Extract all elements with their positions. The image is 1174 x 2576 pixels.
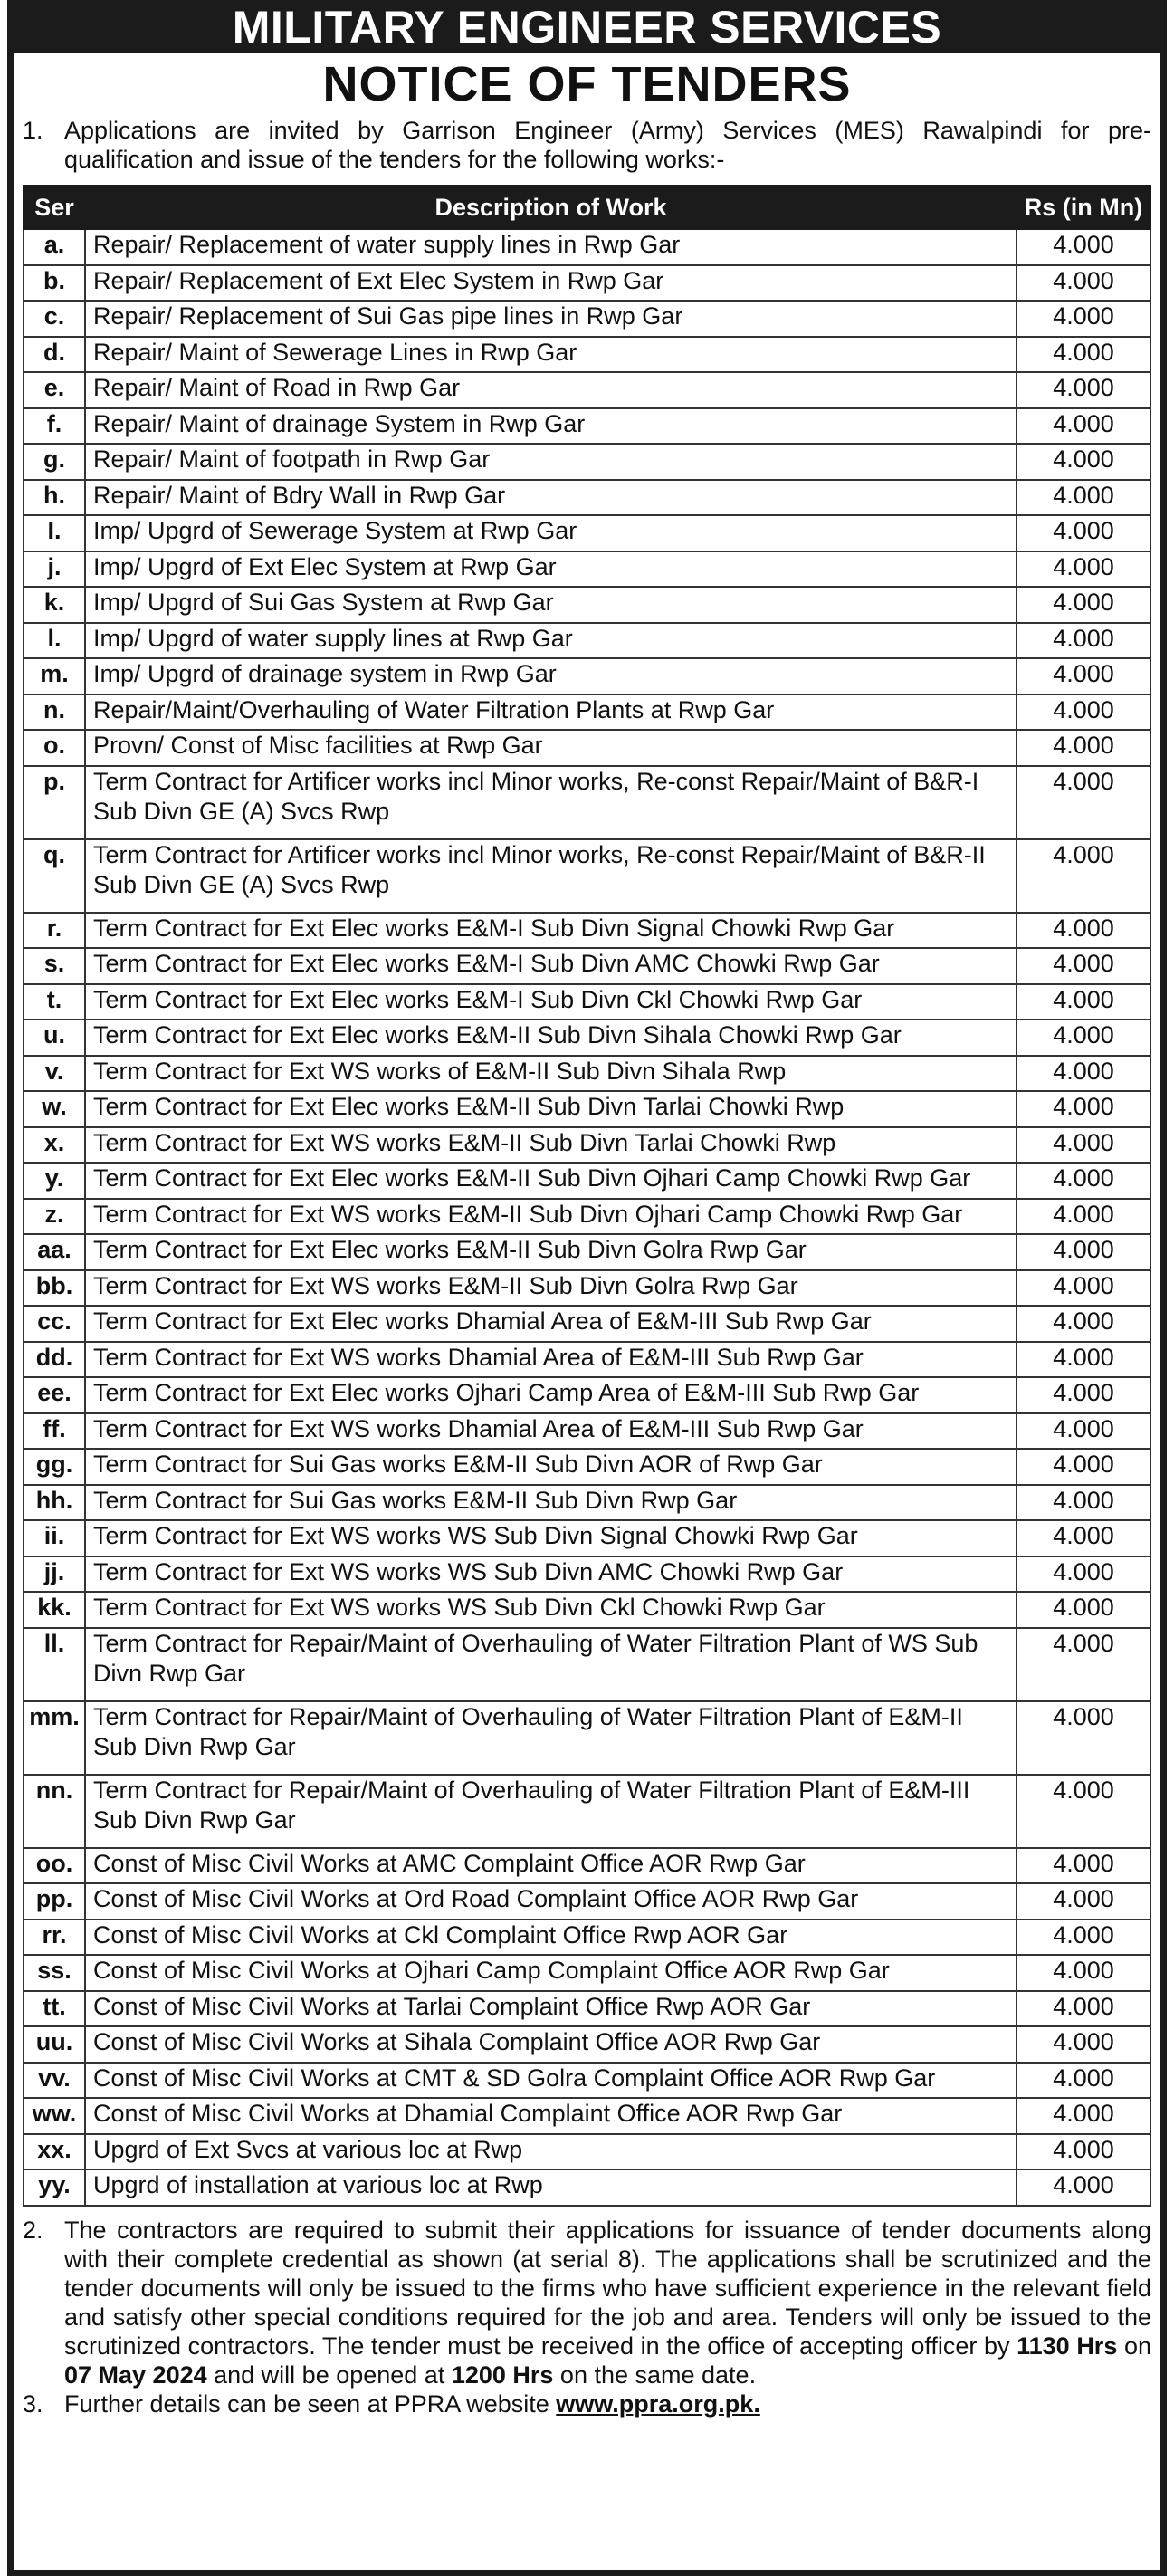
ser-cell: j.: [24, 551, 85, 588]
amount-cell: 4.000: [1017, 1775, 1150, 1848]
ser-cell: a.: [24, 229, 85, 265]
paragraph-number: 2.: [23, 2216, 43, 2244]
description-cell: Repair/ Maint of Sewerage Lines in Rwp Gar: [85, 337, 1017, 373]
description-cell: Term Contract for Repair/Maint of Overhauling of Water Filtration Plant of WS Sub Divn Rwp Gar: [85, 1628, 1017, 1701]
description-cell: Repair/ Replacement of Sui Gas pipe lines in Rwp Gar: [85, 301, 1017, 337]
amount-cell: 4.000: [1017, 1199, 1150, 1235]
amount-cell: 4.000: [1017, 551, 1150, 588]
ser-cell: yy.: [24, 2169, 85, 2206]
amount-cell: 4.000: [1017, 766, 1150, 839]
ser-cell: ww.: [24, 2098, 85, 2134]
amount-cell: 4.000: [1017, 1701, 1150, 1775]
description-cell: Term Contract for Repair/Maint of Overhauling of Water Filtration Plant of E&M-III Sub Divn Rwp Gar: [85, 1775, 1017, 1848]
table-row: [24, 1413, 1150, 1450]
table-row: [24, 1920, 1150, 1956]
description-cell: Const of Misc Civil Works at Dhamial Complaint Office AOR Rwp Gar: [85, 2098, 1017, 2134]
description-cell: Upgrd of installation at various loc at Rwp: [85, 2169, 1017, 2206]
paragraph-text: [64, 2216, 1151, 2389]
table-row: [24, 948, 1150, 984]
ser-cell: ff.: [24, 1413, 85, 1450]
table-row: [24, 1449, 1150, 1485]
table-row: [24, 301, 1150, 337]
ser-cell: p.: [24, 766, 85, 839]
table-row: [24, 1883, 1150, 1920]
ser-cell: rr.: [24, 1920, 85, 1956]
ser-cell: aa.: [24, 1234, 85, 1270]
description-cell: Repair/ Maint of footpath in Rwp Gar: [85, 444, 1017, 480]
ser-cell: y.: [24, 1163, 85, 1199]
ser-cell: ee.: [24, 1377, 85, 1413]
paragraph-text: Applications are invited by Garrison Engineer (Army) Services (MES) Rawalpindi for pre- qualification and issue of the tenders for the following works:-: [64, 117, 1151, 173]
deadline-time: 1130 Hrs: [1017, 2332, 1118, 2360]
table-row: [24, 913, 1150, 949]
ser-cell: d.: [24, 337, 85, 373]
ser-cell: kk.: [24, 1592, 85, 1628]
description-cell: Term Contract for Ext Elec works E&M-II Sub Divn Ojhari Camp Chowki Rwp Gar: [85, 1163, 1017, 1199]
ser-cell: h.: [24, 480, 85, 516]
description-cell: Term Contract for Ext WS works WS Sub Divn AMC Chowki Rwp Gar: [85, 1556, 1017, 1593]
ser-cell: n.: [24, 694, 85, 731]
table-row: [24, 444, 1150, 480]
description-cell: Term Contract for Ext Elec works E&M-I Sub Divn Ckl Chowki Rwp Gar: [85, 984, 1017, 1020]
table-row: [24, 1234, 1150, 1270]
table-row: [24, 730, 1150, 766]
ser-cell: f.: [24, 408, 85, 445]
description-cell: Repair/ Replacement of water supply lines in Rwp Gar: [85, 229, 1017, 265]
description-cell: Term Contract for Ext Elec works Ojhari Camp Area of E&M-III Sub Rwp Gar: [85, 1377, 1017, 1413]
col-header-description: Description of Work: [85, 186, 1017, 229]
ser-cell: pp.: [24, 1883, 85, 1920]
paragraph-3: [23, 2389, 1151, 2418]
description-cell: Term Contract for Ext Elec works E&M-II Sub Divn Sihala Chowki Rwp Gar: [85, 1020, 1017, 1056]
works-table-body: [24, 229, 1150, 2206]
table-row: [24, 229, 1150, 265]
table-row: [24, 1199, 1150, 1235]
amount-cell: 4.000: [1017, 1955, 1150, 1991]
ser-cell: s.: [24, 948, 85, 984]
table-row: [24, 1020, 1150, 1056]
opening-time: 1200 Hrs: [451, 2361, 554, 2389]
amount-cell: 4.000: [1017, 515, 1150, 551]
description-cell: Term Contract for Ext WS works of E&M-II Sub Divn Sihala Rwp: [85, 1056, 1017, 1092]
amount-cell: 4.000: [1017, 2026, 1150, 2063]
ser-cell: k.: [24, 587, 85, 623]
ser-cell: q.: [24, 839, 85, 913]
description-cell: Term Contract for Sui Gas works E&M-II Sub Divn Rwp Gar: [85, 1485, 1017, 1521]
ser-cell: x.: [24, 1127, 85, 1164]
amount-cell: 4.000: [1017, 1413, 1150, 1450]
amount-cell: 4.000: [1017, 301, 1150, 337]
amount-cell: 4.000: [1017, 1377, 1150, 1413]
table-row: [24, 372, 1150, 408]
ser-cell: ii.: [24, 1520, 85, 1556]
amount-cell: 4.000: [1017, 2169, 1150, 2206]
amount-cell: 4.000: [1017, 444, 1150, 480]
col-header-ser: Ser: [24, 186, 85, 229]
amount-cell: 4.000: [1017, 1020, 1150, 1056]
paragraph-number: 3.: [23, 2389, 43, 2418]
amount-cell: 4.000: [1017, 658, 1150, 694]
ser-cell: g.: [24, 444, 85, 480]
description-cell: Term Contract for Ext Elec works Dhamial Area of E&M-III Sub Rwp Gar: [85, 1306, 1017, 1342]
amount-cell: 4.000: [1017, 265, 1150, 302]
ser-cell: uu.: [24, 2026, 85, 2063]
amount-cell: 4.000: [1017, 1234, 1150, 1270]
ser-cell: v.: [24, 1056, 85, 1092]
deadline-date: 07 May 2024: [64, 2361, 207, 2389]
description-cell: Term Contract for Artificer works incl Minor works, Re-const Repair/Maint of B&R-I Sub Divn GE (A) Svcs Rwp: [85, 766, 1017, 839]
ser-cell: hh.: [24, 1485, 85, 1521]
amount-cell: 4.000: [1017, 623, 1150, 659]
amount-cell: 4.000: [1017, 1056, 1150, 1092]
ser-cell: vv.: [24, 2063, 85, 2099]
ser-cell: cc.: [24, 1306, 85, 1342]
table-row: [24, 337, 1150, 373]
description-cell: Imp/ Upgrd of drainage system in Rwp Gar: [85, 658, 1017, 694]
description-cell: Term Contract for Artificer works incl Minor works, Re-const Repair/Maint of B&R-II Sub Divn GE (A) Svcs Rwp: [85, 839, 1017, 913]
table-row: [24, 984, 1150, 1020]
description-cell: Repair/ Replacement of Ext Elec System in Rwp Gar: [85, 265, 1017, 302]
description-cell: Imp/ Upgrd of Sewerage System at Rwp Gar: [85, 515, 1017, 551]
para2-text-c: and will be opened at: [206, 2361, 452, 2389]
amount-cell: 4.000: [1017, 913, 1150, 949]
amount-cell: 4.000: [1017, 1306, 1150, 1342]
description-cell: Upgrd of Ext Svcs at various loc at Rwp: [85, 2134, 1017, 2170]
amount-cell: 4.000: [1017, 372, 1150, 408]
amount-cell: 4.000: [1017, 1556, 1150, 1593]
table-row: [24, 1377, 1150, 1413]
amount-cell: 4.000: [1017, 2098, 1150, 2134]
ser-cell: r.: [24, 913, 85, 949]
ser-cell: bb.: [24, 1270, 85, 1307]
amount-cell: 4.000: [1017, 1342, 1150, 1378]
amount-cell: 4.000: [1017, 1628, 1150, 1701]
description-cell: Repair/Maint/Overhauling of Water Filtration Plants at Rwp Gar: [85, 694, 1017, 731]
ser-cell: e.: [24, 372, 85, 408]
description-cell: Term Contract for Ext WS works E&M-II Sub Divn Ojhari Camp Chowki Rwp Gar: [85, 1199, 1017, 1235]
description-cell: Term Contract for Ext Elec works E&M-II Sub Divn Tarlai Chowki Rwp: [85, 1091, 1017, 1127]
description-cell: Const of Misc Civil Works at AMC Complaint Office AOR Rwp Gar: [85, 1848, 1017, 1884]
ser-cell: mm.: [24, 1701, 85, 1775]
amount-cell: 4.000: [1017, 1991, 1150, 2027]
ser-cell: ss.: [24, 1955, 85, 1991]
table-row: [24, 1955, 1150, 1991]
description-cell: Term Contract for Ext WS works Dhamial Area of E&M-III Sub Rwp Gar: [85, 1342, 1017, 1378]
table-row: [24, 766, 1150, 839]
description-cell: Term Contract for Ext WS works Dhamial Area of E&M-III Sub Rwp Gar: [85, 1413, 1017, 1450]
table-row: [24, 1556, 1150, 1593]
description-cell: Const of Misc Civil Works at Ckl Complaint Office Rwp AOR Gar: [85, 1920, 1017, 1956]
amount-cell: 4.000: [1017, 1449, 1150, 1485]
amount-cell: 4.000: [1017, 1270, 1150, 1307]
table-row: [24, 2026, 1150, 2063]
table-row: [24, 408, 1150, 445]
amount-cell: 4.000: [1017, 587, 1150, 623]
amount-cell: 4.000: [1017, 984, 1150, 1020]
amount-cell: 4.000: [1017, 839, 1150, 913]
description-cell: Const of Misc Civil Works at Ord Road Complaint Office AOR Rwp Gar: [85, 1883, 1017, 1920]
amount-cell: 4.000: [1017, 229, 1150, 265]
ppra-website-link[interactable]: www.ppra.org.pk.: [556, 2389, 760, 2418]
amount-cell: 4.000: [1017, 1848, 1150, 1884]
amount-cell: 4.000: [1017, 948, 1150, 984]
ser-cell: w.: [24, 1091, 85, 1127]
table-row: [24, 1127, 1150, 1164]
description-cell: Term Contract for Ext WS works WS Sub Divn Signal Chowki Rwp Gar: [85, 1520, 1017, 1556]
table-row: [24, 1775, 1150, 1848]
table-row: [24, 658, 1150, 694]
amount-cell: 4.000: [1017, 1883, 1150, 1920]
description-cell: Imp/ Upgrd of Ext Elec System at Rwp Gar: [85, 551, 1017, 588]
table-row: [24, 1163, 1150, 1199]
paragraph-text: [64, 2389, 1151, 2418]
description-cell: Imp/ Upgrd of water supply lines at Rwp Gar: [85, 623, 1017, 659]
table-row: [24, 694, 1150, 731]
table-row: [24, 2098, 1150, 2134]
description-cell: Term Contract for Ext Elec works E&M-I Sub Divn Signal Chowki Rwp Gar: [85, 913, 1017, 949]
amount-cell: 4.000: [1017, 480, 1150, 516]
para2-text-a: The contractors are required to submit their applications for issuance of tender documents along with their complete credential as shown (at serial 8). The applications shall be scrutinized and the tender documents will only be issued to the firms who have sufficient experience in the relevant field and satisfy other special conditions required for the job and area. Tenders will only be issued to the scrutinized contractors. The tender must be received in the office of accepting officer by: [64, 2216, 1151, 2360]
paragraph-1: [23, 116, 1151, 179]
col-header-amount: Rs (in Mn): [1017, 186, 1150, 229]
amount-cell: 4.000: [1017, 1127, 1150, 1164]
ser-cell: tt.: [24, 1991, 85, 2027]
ser-cell: b.: [24, 265, 85, 302]
ser-cell: t.: [24, 984, 85, 1020]
table-row: [24, 1056, 1150, 1092]
ser-cell: gg.: [24, 1449, 85, 1485]
ser-cell: jj.: [24, 1556, 85, 1593]
description-cell: Term Contract for Ext Elec works E&M-I Sub Divn AMC Chowki Rwp Gar: [85, 948, 1017, 984]
table-row: [24, 1520, 1150, 1556]
table-row: [24, 623, 1150, 659]
description-cell: Repair/ Maint of Road in Rwp Gar: [85, 372, 1017, 408]
ser-cell: c.: [24, 301, 85, 337]
description-cell: Term Contract for Repair/Maint of Overhauling of Water Filtration Plant of E&M-II Sub Divn Rwp Gar: [85, 1701, 1017, 1775]
amount-cell: 4.000: [1017, 408, 1150, 445]
description-cell: Term Contract for Ext WS works WS Sub Divn Ckl Chowki Rwp Gar: [85, 1592, 1017, 1628]
table-row: [24, 1485, 1150, 1521]
paragraph-number: 1.: [23, 117, 43, 144]
description-cell: Term Contract for Sui Gas works E&M-II Sub Divn AOR of Rwp Gar: [85, 1449, 1017, 1485]
ser-cell: z.: [24, 1199, 85, 1235]
amount-cell: 4.000: [1017, 2063, 1150, 2099]
ser-cell: u.: [24, 1020, 85, 1056]
table-header-row: [24, 186, 1150, 229]
description-cell: Const of Misc Civil Works at Ojhari Camp Complaint Office AOR Rwp Gar: [85, 1955, 1017, 1991]
ser-cell: nn.: [24, 1775, 85, 1848]
table-row: [24, 2063, 1150, 2099]
amount-cell: 4.000: [1017, 730, 1150, 766]
table-row: [24, 839, 1150, 913]
description-cell: Const of Misc Civil Works at CMT & SD Golra Complaint Office AOR Rwp Gar: [85, 2063, 1017, 2099]
amount-cell: 4.000: [1017, 1592, 1150, 1628]
description-cell: Repair/ Maint of Bdry Wall in Rwp Gar: [85, 480, 1017, 516]
paragraph-2: [23, 2216, 1151, 2389]
ser-cell: oo.: [24, 1848, 85, 1884]
table-row: [24, 2134, 1150, 2170]
amount-cell: 4.000: [1017, 1520, 1150, 1556]
table-row: [24, 1628, 1150, 1701]
para3-text: Further details can be seen at PPRA website: [64, 2389, 557, 2418]
ser-cell: o.: [24, 730, 85, 766]
notice-title: NOTICE OF TENDERS: [322, 57, 852, 111]
table-row: [24, 1701, 1150, 1775]
description-cell: Term Contract for Ext Elec works E&M-II Sub Divn Golra Rwp Gar: [85, 1234, 1017, 1270]
description-cell: Const of Misc Civil Works at Tarlai Complaint Office Rwp AOR Gar: [85, 1991, 1017, 2027]
amount-cell: 4.000: [1017, 2134, 1150, 2170]
notice-frame: [7, 53, 1167, 2576]
amount-cell: 4.000: [1017, 1163, 1150, 1199]
table-row: [24, 1991, 1150, 2027]
table-row: [24, 551, 1150, 588]
org-banner: MILITARY ENGINEER SERVICES: [7, 0, 1167, 53]
ser-cell: m.: [24, 658, 85, 694]
ser-cell: l.: [24, 623, 85, 659]
table-row: [24, 1091, 1150, 1127]
amount-cell: 4.000: [1017, 1485, 1150, 1521]
ser-cell: xx.: [24, 2134, 85, 2170]
description-cell: Const of Misc Civil Works at Sihala Complaint Office AOR Rwp Gar: [85, 2026, 1017, 2063]
table-row: [24, 587, 1150, 623]
table-row: [24, 2169, 1150, 2206]
ser-cell: I.: [24, 515, 85, 551]
amount-cell: 4.000: [1017, 694, 1150, 731]
table-row: [24, 1342, 1150, 1378]
description-cell: Provn/ Const of Misc facilities at Rwp Gar: [85, 730, 1017, 766]
works-table: [23, 185, 1151, 2207]
table-row: [24, 480, 1150, 516]
description-cell: Imp/ Upgrd of Sui Gas System at Rwp Gar: [85, 587, 1017, 623]
table-row: [24, 1270, 1150, 1307]
description-cell: Term Contract for Ext WS works E&M-II Sub Divn Golra Rwp Gar: [85, 1270, 1017, 1307]
para2-text-b: on: [1117, 2332, 1151, 2360]
description-cell: Repair/ Maint of drainage System in Rwp Gar: [85, 408, 1017, 445]
table-row: [24, 1848, 1150, 1884]
table-row: [24, 515, 1150, 551]
description-cell: Term Contract for Ext WS works E&M-II Sub Divn Tarlai Chowki Rwp: [85, 1127, 1017, 1164]
ser-cell: ll.: [24, 1628, 85, 1701]
table-row: [24, 1306, 1150, 1342]
amount-cell: 4.000: [1017, 1920, 1150, 1956]
table-row: [24, 265, 1150, 302]
para2-text-d: on the same date.: [553, 2361, 757, 2389]
ser-cell: dd.: [24, 1342, 85, 1378]
table-row: [24, 1592, 1150, 1628]
amount-cell: 4.000: [1017, 1091, 1150, 1127]
amount-cell: 4.000: [1017, 337, 1150, 373]
